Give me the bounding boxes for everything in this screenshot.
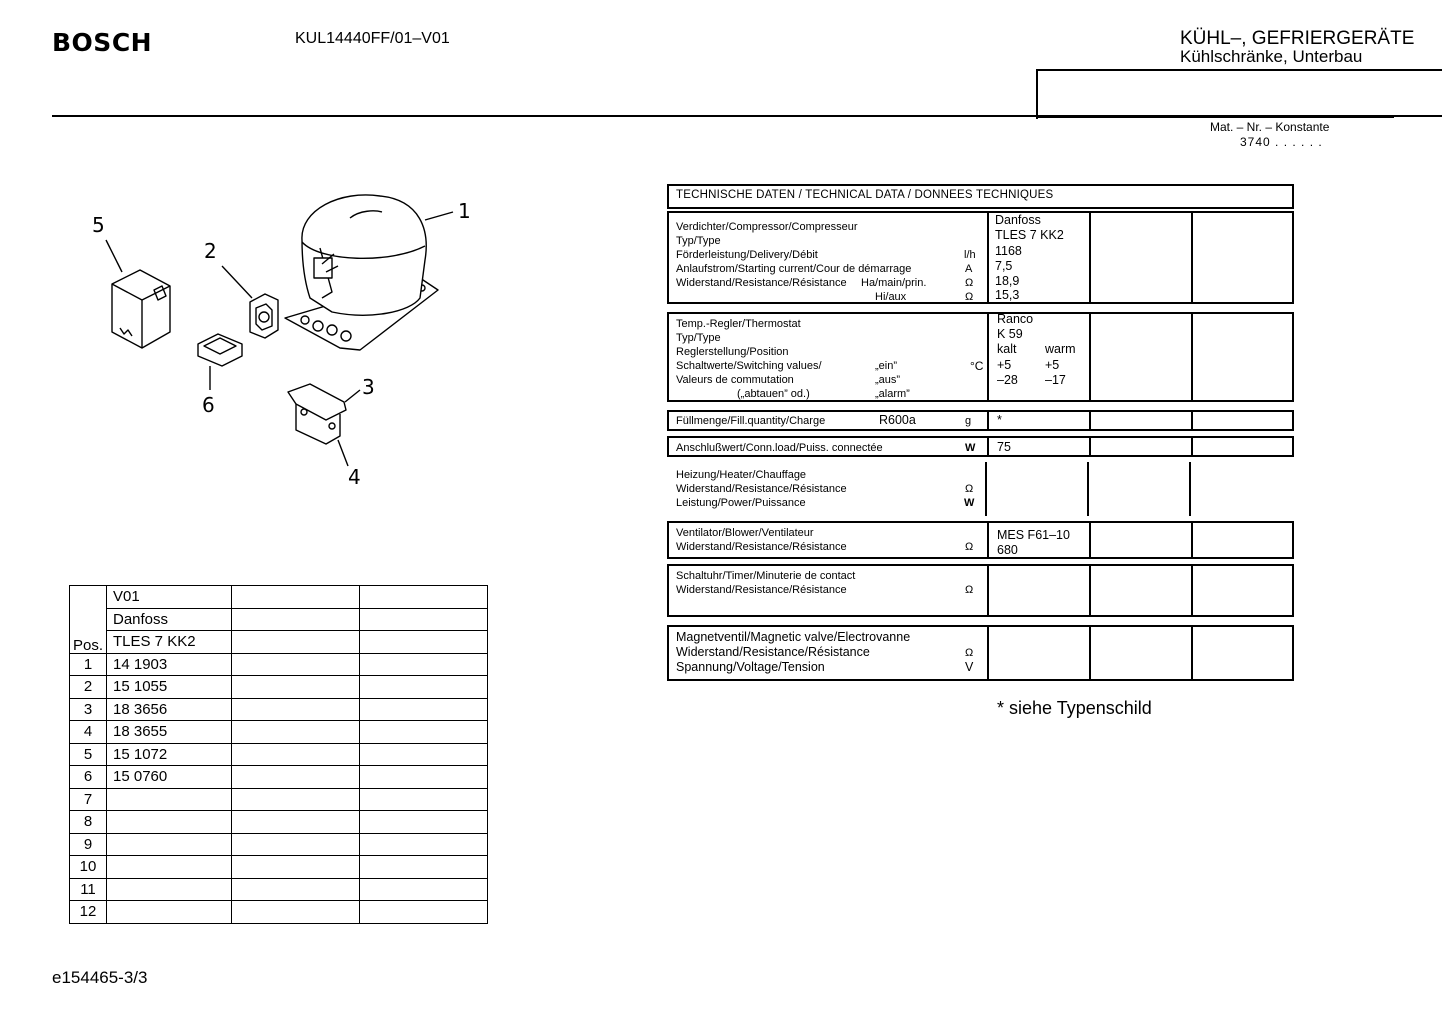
callout-1: 1: [458, 199, 471, 223]
empty-cell: [360, 878, 488, 901]
label: Anschlußwert/Conn.load/Puiss. connectée: [676, 442, 883, 454]
charge-block: [667, 410, 1294, 431]
empty-cell: [232, 631, 360, 654]
value: K 59: [997, 327, 1023, 341]
pos-number: 10: [70, 856, 107, 879]
part-number: [107, 811, 232, 834]
label: „alarm”: [875, 388, 910, 400]
empty-cell: [232, 586, 360, 609]
value: MES F61–10: [997, 528, 1070, 542]
value: +5: [997, 358, 1012, 372]
label: „aus”: [875, 374, 901, 386]
mat-label: Mat. – Nr. – Konstante: [1210, 120, 1330, 134]
header-box-rule: [1036, 117, 1394, 118]
relay-illustration: [250, 294, 278, 338]
mat-value: 3740 . . . . . .: [1240, 135, 1323, 149]
pos-number: 11: [70, 878, 107, 901]
table-header-row: [70, 586, 488, 609]
value: 7,5: [995, 259, 1013, 273]
empty-cell: [360, 788, 488, 811]
value: Ranco: [997, 312, 1034, 326]
table-row: [70, 653, 488, 676]
empty-cell: [232, 766, 360, 789]
value: –28: [997, 373, 1018, 387]
unit: W: [965, 442, 976, 454]
parts-diagram: [70, 180, 490, 500]
empty-cell: [360, 586, 488, 609]
empty-cell: [360, 766, 488, 789]
unit: Ω: [965, 277, 974, 289]
header-cell: V01: [107, 586, 232, 609]
label: Ventilator/Blower/Ventilateur: [676, 527, 814, 539]
part-number: 18 3655: [107, 721, 232, 744]
label: „ein”: [875, 360, 898, 372]
heater-block: [667, 462, 1294, 516]
empty-cell: [232, 833, 360, 856]
connected-load-block: [667, 436, 1294, 457]
label: Typ/Type: [676, 235, 721, 247]
label: Schaltuhr/Timer/Minuterie de contact: [676, 570, 856, 582]
part-number: [107, 833, 232, 856]
label: Widerstand/Resistance/Résistance: [676, 541, 847, 553]
pos-number: 2: [70, 676, 107, 699]
empty-cell: [360, 833, 488, 856]
empty-cell: [232, 856, 360, 879]
empty-cell: [232, 901, 360, 924]
empty-cell: [232, 676, 360, 699]
unit: g: [965, 415, 972, 427]
table-row: [70, 901, 488, 924]
empty-cell: [360, 901, 488, 924]
label: Valeurs de commutation: [676, 374, 794, 386]
model-number: KUL14440FF/01–V01: [295, 30, 450, 47]
empty-cell: [232, 721, 360, 744]
label: Füllmenge/Fill.quantity/Charge: [676, 415, 826, 427]
tech-title: TECHNISCHE DATEN / TECHNICAL DATA / DONNEES TECHNIQUES: [667, 184, 1294, 209]
unit: Ω: [965, 291, 974, 303]
table-row: [70, 766, 488, 789]
blower-block: [667, 521, 1294, 559]
table-row: [70, 698, 488, 721]
empty-cell: [360, 721, 488, 744]
unit: l/h: [964, 249, 976, 261]
label: Widerstand/Resistance/Résistance: [676, 584, 847, 596]
label: Hi/aux: [875, 291, 907, 303]
value: kalt: [997, 342, 1017, 356]
pos-number: 5: [70, 743, 107, 766]
pos-number: 4: [70, 721, 107, 744]
value: 18,9: [995, 274, 1020, 288]
protector-illustration: [198, 334, 242, 366]
cover-illustration: [112, 270, 170, 348]
unit: Ω: [965, 483, 974, 495]
category-subtitle: Kühlschränke, Unterbau: [1180, 47, 1363, 66]
part-number: 15 0760: [107, 766, 232, 789]
empty-cell: [360, 811, 488, 834]
table-row: [70, 856, 488, 879]
clamp-illustration: [288, 384, 346, 444]
label: Typ/Type: [676, 332, 721, 344]
pos-number: 9: [70, 833, 107, 856]
empty-cell: [360, 631, 488, 654]
empty-cell: [232, 653, 360, 676]
part-number: 14 1903: [107, 653, 232, 676]
label: Spannung/Voltage/Tension: [676, 660, 825, 674]
compressor-illustration: [302, 195, 426, 315]
part-number: [107, 788, 232, 811]
unit: Ω: [965, 647, 974, 659]
pos-number: 6: [70, 766, 107, 789]
part-number: [107, 878, 232, 901]
table-header-row: [70, 631, 488, 654]
label: Anlaufstrom/Starting current/Cour de démarrage: [676, 263, 912, 275]
part-number: [107, 901, 232, 924]
compressor-block: [667, 211, 1294, 304]
header-box: [1036, 69, 1442, 119]
table-row: [70, 811, 488, 834]
empty-cell: [360, 608, 488, 631]
label: Widerstand/Resistance/Résistance: [676, 645, 870, 659]
callout-3: 3: [362, 375, 375, 399]
empty-cell: [360, 653, 488, 676]
table-header-row: [70, 608, 488, 631]
pos-number: 7: [70, 788, 107, 811]
pos-number: 8: [70, 811, 107, 834]
unit: Ω: [965, 584, 974, 596]
label: Ha/main/prin.: [861, 277, 927, 289]
label: Verdichter/Compressor/Compresseur: [676, 221, 858, 233]
empty-cell: [360, 698, 488, 721]
empty-cell: [360, 743, 488, 766]
header-cell: Danfoss: [107, 608, 232, 631]
label: Leistung/Power/Puissance: [676, 497, 806, 509]
value: 680: [997, 543, 1018, 557]
empty-cell: [232, 811, 360, 834]
empty-cell: [232, 788, 360, 811]
pos-header: Pos.: [70, 586, 107, 654]
value: warm: [1045, 342, 1076, 356]
type-plate-note: * siehe Typenschild: [997, 698, 1152, 718]
table-row: [70, 788, 488, 811]
unit: V: [965, 660, 974, 674]
label: Reglerstellung/Position: [676, 346, 789, 358]
header-cell: TLES 7 KK2: [107, 631, 232, 654]
part-number: 18 3656: [107, 698, 232, 721]
unit: W: [964, 497, 975, 509]
unit: Ω: [965, 541, 974, 553]
pos-number: 12: [70, 901, 107, 924]
pos-number: 3: [70, 698, 107, 721]
document-id: e154465-3/3: [52, 968, 148, 987]
label: Temp.-Regler/Thermostat: [676, 318, 801, 330]
part-number: 15 1055: [107, 676, 232, 699]
empty-cell: [360, 676, 488, 699]
value: 1168: [995, 244, 1022, 258]
unit: A: [965, 263, 973, 275]
value: TLES 7 KK2: [995, 228, 1064, 242]
label: Widerstand/Resistance/Résistance: [676, 277, 847, 289]
valve-block: [667, 625, 1294, 681]
empty-cell: [232, 698, 360, 721]
pos-number: 1: [70, 653, 107, 676]
timer-block: [667, 564, 1294, 617]
value: 75: [997, 440, 1011, 454]
unit: °C: [970, 359, 984, 373]
callout-6: 6: [202, 393, 215, 417]
label: Heizung/Heater/Chauffage: [676, 469, 807, 481]
part-number: [107, 856, 232, 879]
value: –17: [1045, 373, 1066, 387]
label: Widerstand/Resistance/Résistance: [676, 483, 847, 495]
part-number: 15 1072: [107, 743, 232, 766]
table-row: [70, 878, 488, 901]
empty-cell: [232, 608, 360, 631]
brand-logo: BOSCH: [52, 28, 153, 57]
label: Förderleistung/Delivery/Débit: [676, 249, 818, 261]
empty-cell: [232, 743, 360, 766]
positions-table: [69, 585, 488, 924]
callout-2: 2: [204, 239, 217, 263]
value: Danfoss: [995, 213, 1041, 227]
table-row: [70, 676, 488, 699]
thermostat-block: [667, 312, 1294, 402]
value: +5: [1045, 358, 1060, 372]
label: Magnetventil/Magnetic valve/Electrovanne: [676, 630, 911, 644]
callout-5: 5: [92, 213, 105, 237]
empty-cell: [360, 856, 488, 879]
value: R600a: [879, 413, 916, 427]
callout-4: 4: [348, 465, 361, 489]
category-title: KÜHL–, GEFRIERGERÄTE: [1180, 28, 1415, 49]
table-row: [70, 721, 488, 744]
value: 15,3: [995, 288, 1020, 302]
empty-cell: [232, 878, 360, 901]
label: Schaltwerte/Switching values/: [676, 360, 822, 372]
table-row: [70, 743, 488, 766]
table-row: [70, 833, 488, 856]
label: („abtauen” od.): [737, 388, 810, 400]
value: *: [997, 413, 1002, 427]
